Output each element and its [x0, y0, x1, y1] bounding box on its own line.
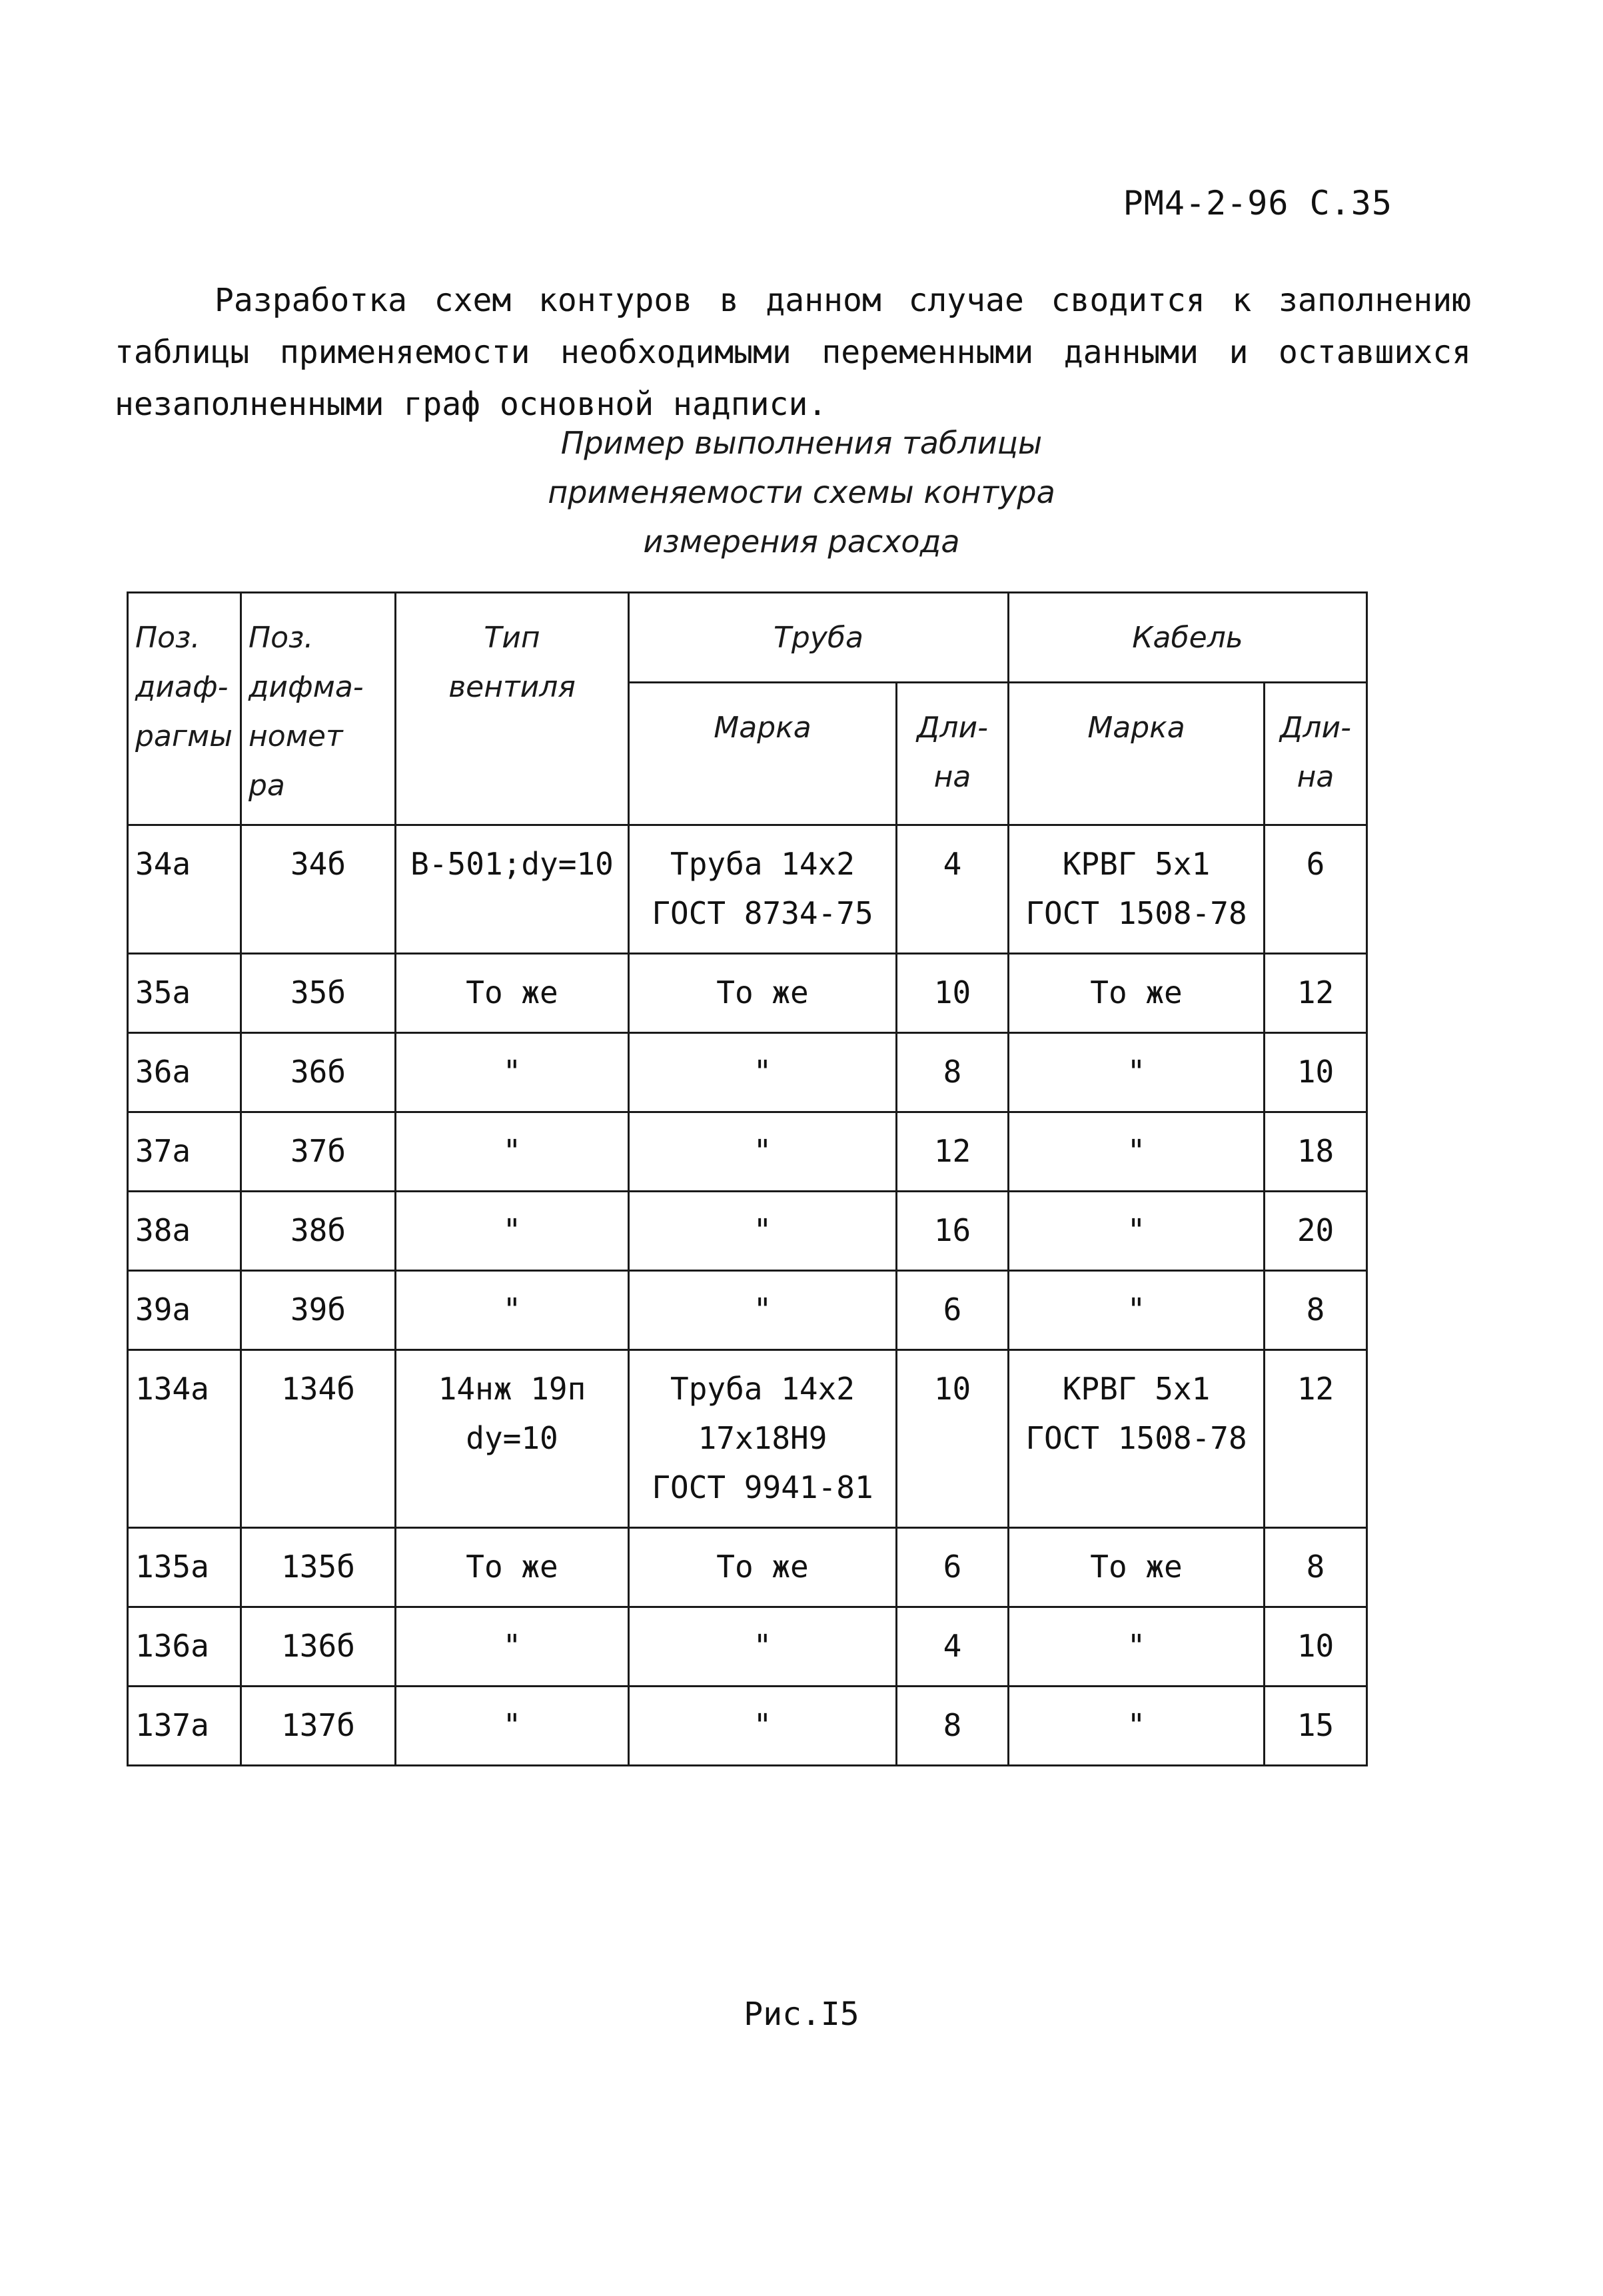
table-row: [128, 1607, 1367, 1687]
cell-cable-mark: ": [1009, 1112, 1265, 1192]
cell-pos-diaphragm: 39а: [128, 1271, 241, 1350]
cell-valve-type: В-501;dу=10: [396, 825, 629, 954]
cell-cable-mark: ": [1009, 1687, 1265, 1766]
header-pipe-length: Дли- на: [897, 683, 1009, 825]
cell-pos-diffmanometer: 38б: [241, 1192, 396, 1271]
cell-cable-length: 10: [1265, 1033, 1367, 1112]
cell-cable-length: 20: [1265, 1192, 1367, 1271]
caption-line-2: применяемости схемы контура: [548, 474, 1055, 510]
cell-cable-mark: КРВГ 5х1 ГОСТ 1508-78: [1009, 1350, 1265, 1528]
table-body: [128, 825, 1367, 1766]
cell-valve-type: ": [396, 1112, 629, 1192]
cell-pos-diffmanometer: 36б: [241, 1033, 396, 1112]
cell-pos-diaphragm: 134а: [128, 1350, 241, 1528]
figure-caption: Рис.I5: [744, 1996, 859, 2033]
cell-pos-diaphragm: 135а: [128, 1528, 241, 1607]
cell-cable-length: 12: [1265, 1350, 1367, 1528]
cell-pipe-mark: То же: [629, 1528, 897, 1607]
cell-cable-length: 8: [1265, 1271, 1367, 1350]
cell-cable-mark: То же: [1009, 954, 1265, 1033]
cell-pos-diffmanometer: 35б: [241, 954, 396, 1033]
cell-pipe-length: 4: [897, 825, 1009, 954]
header-cable: Кабель: [1009, 593, 1367, 683]
table-row: [128, 1112, 1367, 1192]
header-valve-type: Тип вентиля: [396, 593, 629, 825]
cell-pipe-mark: ": [629, 1033, 897, 1112]
cell-pos-diffmanometer: 137б: [241, 1687, 396, 1766]
cell-pipe-length: 16: [897, 1192, 1009, 1271]
cell-cable-length: 10: [1265, 1607, 1367, 1687]
header-pipe: Труба: [629, 593, 1009, 683]
cell-cable-mark: То же: [1009, 1528, 1265, 1607]
cell-pipe-length: 10: [897, 1350, 1009, 1528]
cell-valve-type: ": [396, 1687, 629, 1766]
intro-paragraph: Разработка схем контуров в данном случае сводится к заполнению таблицы применяемости необходимыми переменными данными и оставшихся незаполненными граф основной надписи.: [115, 282, 1471, 423]
applicability-table-container: [127, 591, 1366, 1766]
cell-valve-type: ": [396, 1607, 629, 1687]
cell-pos-diffmanometer: 134б: [241, 1350, 396, 1528]
cell-valve-type: ": [396, 1033, 629, 1112]
cell-pos-diaphragm: 34а: [128, 825, 241, 954]
table-row: [128, 1687, 1367, 1766]
cell-cable-length: 12: [1265, 954, 1367, 1033]
cell-pos-diaphragm: 137а: [128, 1687, 241, 1766]
cell-pipe-length: 12: [897, 1112, 1009, 1192]
cell-pos-diaphragm: 38а: [128, 1192, 241, 1271]
cell-cable-length: 18: [1265, 1112, 1367, 1192]
cell-cable-mark: ": [1009, 1033, 1265, 1112]
caption-line-3: измерения расхода: [643, 524, 960, 560]
cell-cable-length: 15: [1265, 1687, 1367, 1766]
header-cable-mark: Марка: [1009, 683, 1265, 825]
cell-pipe-length: 10: [897, 954, 1009, 1033]
cell-pos-diffmanometer: 135б: [241, 1528, 396, 1607]
cell-pos-diaphragm: 36а: [128, 1033, 241, 1112]
table-row: [128, 954, 1367, 1033]
caption-line-1: Пример выполнения таблицы: [560, 425, 1043, 461]
cell-pipe-length: 6: [897, 1271, 1009, 1350]
table-row: [128, 825, 1367, 954]
cell-pos-diffmanometer: 37б: [241, 1112, 396, 1192]
table-row: [128, 1192, 1367, 1271]
cell-cable-mark: КРВГ 5х1 ГОСТ 1508-78: [1009, 825, 1265, 954]
cell-pos-diffmanometer: 34б: [241, 825, 396, 954]
header-cable-length: Дли- на: [1265, 683, 1367, 825]
header-pos-diffmanometer: Поз. дифма- номет ра: [241, 593, 396, 825]
cell-pipe-mark: То же: [629, 954, 897, 1033]
header-pos-diaphragm: Поз. диаф- рагмы: [128, 593, 241, 825]
cell-pipe-length: 6: [897, 1528, 1009, 1607]
cell-valve-type: ": [396, 1192, 629, 1271]
cell-pipe-mark: Труба 14х2 ГОСТ 8734-75: [629, 825, 897, 954]
cell-pos-diaphragm: 37а: [128, 1112, 241, 1192]
cell-pos-diffmanometer: 39б: [241, 1271, 396, 1350]
cell-valve-type: То же: [396, 954, 629, 1033]
applicability-table: [127, 591, 1368, 1766]
cell-valve-type: ": [396, 1271, 629, 1350]
cell-cable-length: 8: [1265, 1528, 1367, 1607]
cell-pipe-length: 8: [897, 1687, 1009, 1766]
cell-pipe-mark: Труба 14х2 17х18Н9 ГОСТ 9941-81: [629, 1350, 897, 1528]
cell-pos-diaphragm: 35а: [128, 954, 241, 1033]
cell-cable-mark: ": [1009, 1607, 1265, 1687]
cell-pos-diaphragm: 136а: [128, 1607, 241, 1687]
cell-pipe-mark: ": [629, 1687, 897, 1766]
cell-pipe-mark: ": [629, 1607, 897, 1687]
cell-cable-length: 6: [1265, 825, 1367, 954]
page-reference: РМ4-2-96 С.35: [1123, 184, 1392, 222]
cell-pipe-mark: ": [629, 1271, 897, 1350]
table-row: [128, 1528, 1367, 1607]
cell-pos-diffmanometer: 136б: [241, 1607, 396, 1687]
cell-pipe-length: 8: [897, 1033, 1009, 1112]
cell-cable-mark: ": [1009, 1192, 1265, 1271]
cell-pipe-length: 4: [897, 1607, 1009, 1687]
cell-valve-type: То же: [396, 1528, 629, 1607]
header-pipe-mark: Марка: [629, 683, 897, 825]
cell-pipe-mark: ": [629, 1192, 897, 1271]
table-row: [128, 1271, 1367, 1350]
cell-pipe-mark: ": [629, 1112, 897, 1192]
table-row: [128, 1033, 1367, 1112]
cell-valve-type: 14нж 19п dу=10: [396, 1350, 629, 1528]
cell-cable-mark: ": [1009, 1271, 1265, 1350]
table-row: [128, 1350, 1367, 1528]
table-caption: [0, 418, 1603, 566]
